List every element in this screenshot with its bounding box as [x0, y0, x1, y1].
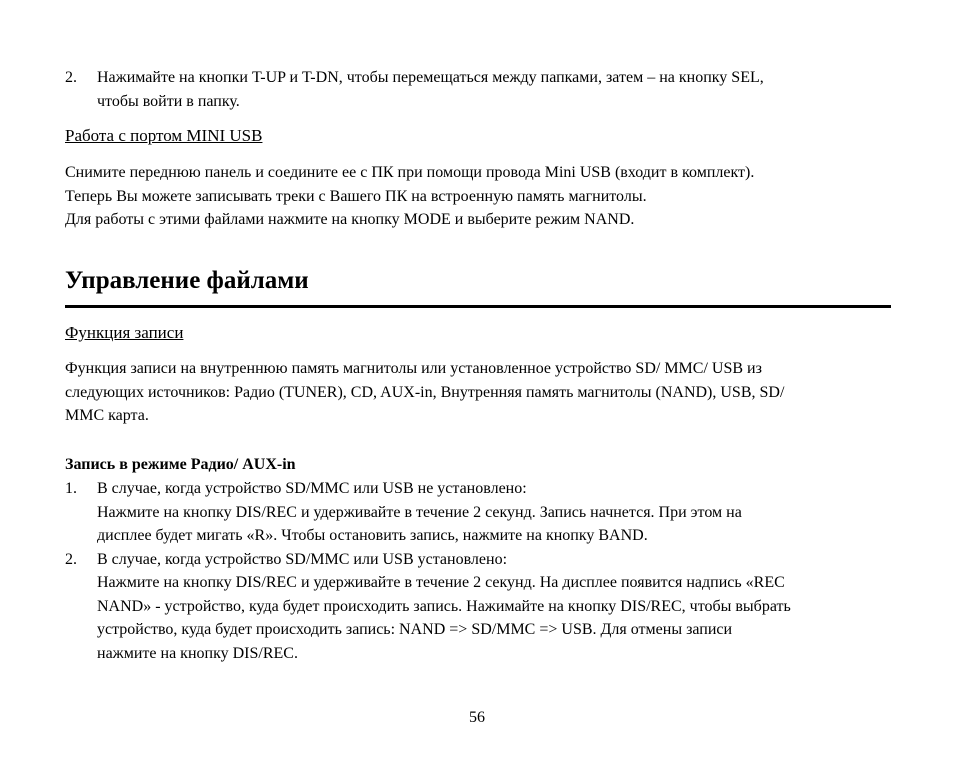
text-line: устройство, куда будет происходить запись: NAND => SD/MMC => USB. Для отмены записи	[97, 621, 733, 638]
mini-usb-heading: Работа с портом MINI USB	[65, 126, 263, 145]
list-item	[65, 477, 891, 548]
radio-mode-list	[65, 477, 891, 665]
record-paragraph	[65, 357, 891, 428]
text-line: Снимите переднюю панель и соедините ее с ПК при помощи провода Mini USB (входит в комплект).	[65, 164, 755, 181]
text-line: В случае, когда устройство SD/MMC или USB установлено:	[97, 550, 508, 568]
list-item	[65, 548, 891, 666]
text-line: NAND» - устройство, куда будет происходить запись. Нажимайте на кнопку DIS/REC, чтобы выбрать	[97, 597, 791, 615]
record-heading: Функция записи	[65, 323, 184, 342]
text-line: Нажмите на кнопку DIS/REC и удерживайте в течение 2 секунд. Запись начнется. При этом на	[97, 503, 742, 521]
list-number: 2.	[65, 69, 77, 86]
mini-usb-paragraph	[65, 161, 891, 232]
text-line: Нажмите на кнопку DIS/REC и удерживайте в течение 2 секунд. На дисплее появится надпись «REC	[97, 574, 785, 591]
text-line: В случае, когда устройство SD/MMC или USB не установлено:	[97, 480, 527, 497]
text-line: MMC карта.	[65, 407, 149, 424]
text-line: Функция записи на внутреннюю память магнитолы или установленное устройство SD/ MMC/ USB из	[65, 360, 762, 377]
text-line: нажмите на кнопку DIS/REC.	[97, 644, 298, 662]
text-line: дисплее будет мигать «R». Чтобы остановить запись, нажмите на кнопку BAND.	[97, 527, 648, 544]
list-number: 1.	[65, 480, 77, 497]
text-line: Для работы с этими файлами нажмите на кнопку MODE и выберите режим NAND.	[65, 211, 635, 228]
page-number: 56	[469, 709, 485, 726]
list-number: 2.	[65, 550, 77, 568]
section-divider	[65, 305, 891, 308]
text-line: следующих источников: Радио (TUNER), CD, AUX-in, Внутренняя память магнитолы (NAND), USB, SD/	[65, 383, 785, 401]
intro-list-item	[65, 66, 891, 113]
text-line: Нажимайте на кнопки T-UP и T-DN, чтобы перемещаться между папками, затем – на кнопку SEL,	[97, 69, 764, 86]
text-line: чтобы войти в папку.	[97, 92, 240, 110]
section-title: Управление файлами	[65, 267, 309, 294]
text-line: Теперь Вы можете записывать треки с Вашего ПК на встроенную память магнитолы.	[65, 187, 647, 205]
radio-mode-heading: Запись в режиме Радио/ AUX-in	[65, 456, 296, 473]
